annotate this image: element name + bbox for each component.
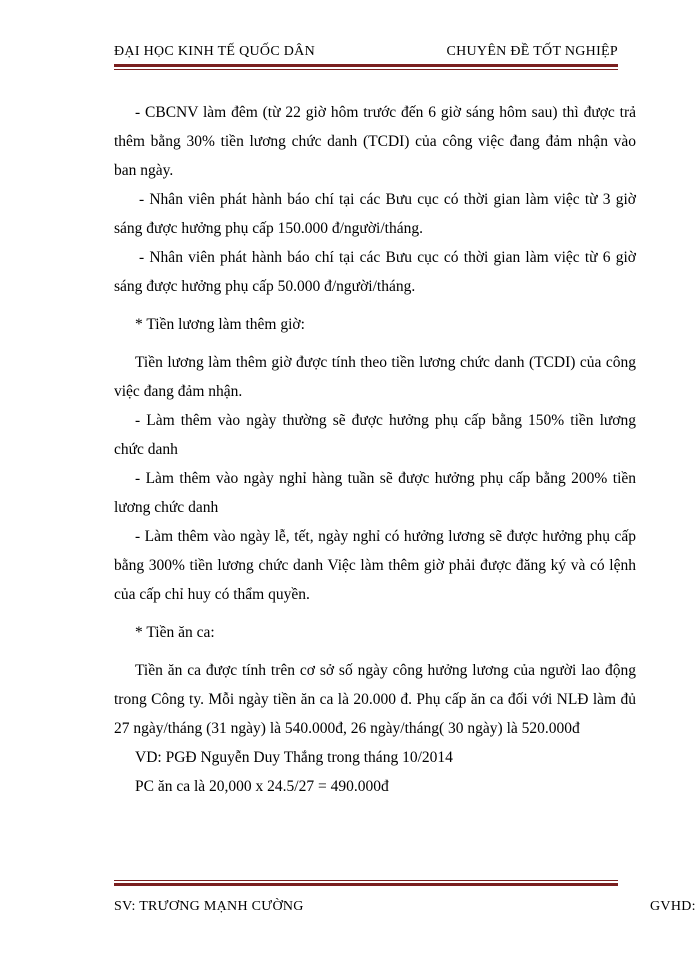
paragraph-allowance-3am: - Nhân viên phát hành báo chí tại các Bưu cục có thời gian làm việc từ 3 giờ sáng được hưởng phụ cấp 150.000 đ/người/tháng. [114, 191, 636, 237]
header-rule-thin [114, 69, 618, 70]
university-name: ĐẠI HỌC KINH TẾ QUỐC DÂN [114, 44, 315, 59]
paragraph-overtime-weekday: - Làm thêm vào ngày thường sẽ được hưởng phụ cấp bằng 150% tiền lương chức danh [114, 412, 636, 458]
heading-overtime-pay: * Tiền lương làm thêm giờ: [135, 316, 305, 333]
document-title: CHUYÊN ĐỀ TỐT NGHIỆP [446, 44, 618, 59]
paragraph-calculation: PC ăn ca là 20,000 x 24.5/27 = 490.000đ [135, 778, 389, 795]
footer-rule-thick [114, 883, 618, 886]
paragraph-allowance-6am: - Nhân viên phát hành báo chí tại các Bưu cục có thời gian làm việc từ 6 giờ sáng được hưởng phụ cấp 50.000 đ/người/tháng. [114, 249, 636, 295]
paragraph-night-work: - CBCNV làm đêm (từ 22 giờ hôm trước đến 6 giờ sáng hôm sau) thì được trả thêm bằng 30% tiền lương chức danh (TCDI) của công việc đang đảm nhận vào ban ngày. [114, 104, 636, 179]
page-footer [114, 899, 700, 919]
supervisor-label: GVHD: [650, 899, 696, 914]
page-header [114, 44, 618, 64]
paragraph-meal-allowance: Tiền ăn ca được tính trên cơ sở số ngày công hưởng lương của người lao động trong Công ty. Mỗi ngày tiền ăn ca là 20.000 đ. Phụ cấp ăn ca đối với NLĐ làm đủ 27 ngày/tháng (31 ngày) là 540.000đ, 26 ngày/tháng( 30 ngày) là 520.000đ [114, 662, 636, 737]
paragraph-overtime-holiday: - Làm thêm vào ngày lễ, tết, ngày nghỉ có hưởng lương sẽ được hưởng phụ cấp bằng 300% tiền lương chức danh Việc làm thêm giờ phải được đăng ký và có lệnh của cấp chỉ huy có thẩm quyền. [114, 528, 636, 603]
student-name: SV: TRƯƠNG MẠNH CƯỜNG [114, 899, 304, 914]
header-rule-thick [114, 64, 618, 67]
footer-rule-thin [114, 880, 618, 881]
paragraph-overtime-basis: Tiền lương làm thêm giờ được tính theo tiền lương chức danh (TCDI) của công việc đang đảm nhận. [114, 354, 636, 400]
document-body [114, 98, 636, 801]
paragraph-overtime-weekend: - Làm thêm vào ngày nghỉ hàng tuần sẽ được hưởng phụ cấp bằng 200% tiền lương chức danh [114, 470, 636, 516]
paragraph-example: VD: PGĐ Nguyễn Duy Thắng trong tháng 10/2014 [135, 749, 453, 766]
heading-meal-allowance: * Tiền ăn ca: [135, 624, 215, 641]
